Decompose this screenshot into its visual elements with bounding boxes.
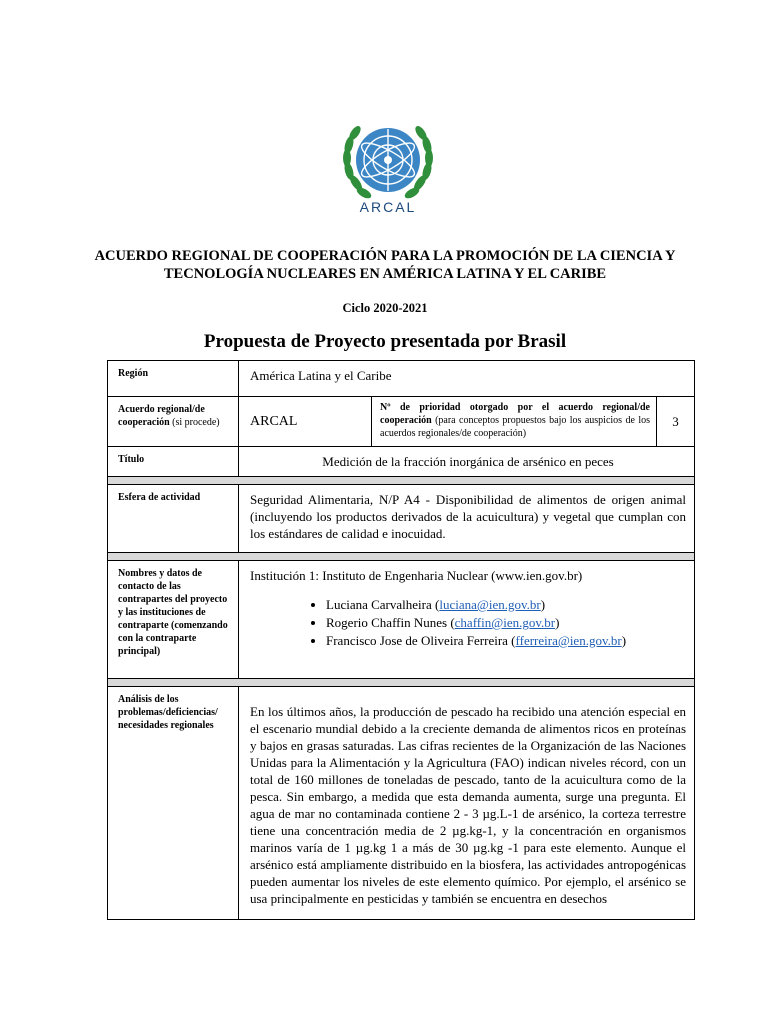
separator-band: [108, 477, 695, 485]
agreement-label: [108, 397, 239, 447]
contact-list: [250, 596, 686, 649]
row-agreement: [108, 397, 695, 447]
priority-label: [372, 397, 657, 447]
row-analysis: [108, 687, 695, 920]
agreement-title: ACUERDO REGIONAL DE COOPERACIÓN PARA LA PROMOCIÓN DE LA CIENCIA Y TECNOLOGÍA NUCLEARES EN AMÉRICA LATINA Y EL CARIBE: [94, 248, 676, 282]
agreement-label-note: (si procede): [169, 417, 220, 428]
agreement-value: ARCAL: [239, 397, 372, 447]
separator-band: [108, 679, 695, 687]
priority-label-note: (para conceptos propuestos bajo los auspicios de los acuerdos regionales/de cooperación): [380, 415, 650, 439]
title-label: Título: [108, 447, 239, 477]
row-scope: [108, 485, 695, 553]
contact-item: • Rogerio Chaffin Nunes (chaffin@ien.gov.br): [326, 614, 686, 631]
institution-line: Institución 1: Instituto de Engenharia Nuclear (www.ien.gov.br): [250, 568, 583, 583]
priority-label-bold: Nº de prioridad otorgado por el acuerdo regional/de cooperación: [380, 402, 650, 426]
contact-item: • Francisco Jose de Oliveira Ferreira (fferreira@ien.gov.br): [326, 632, 686, 649]
scope-label: Esfera de actividad: [108, 485, 239, 553]
email-link[interactable]: fferreira@ien.gov.br: [515, 633, 622, 648]
title-value: Medición de la fracción inorgánica de arsénico en peces: [239, 447, 695, 477]
scope-value: Seguridad Alimentaria, N/P A4 - Disponibilidad de alimentos de origen animal (incluyendo los productos derivados de la acuicultura) y vegetal que cumplan con los estándares de calidad e inocuidad.: [239, 485, 695, 553]
email-link[interactable]: luciana@ien.gov.br: [439, 597, 541, 612]
proposal-form-table: [107, 360, 695, 920]
row-region: [108, 361, 695, 397]
agreement-label-bold: Acuerdo regional/de cooperación: [118, 404, 205, 428]
cycle-label: Ciclo 2020-2021: [342, 301, 428, 315]
email-link[interactable]: chaffin@ien.gov.br: [454, 615, 556, 630]
analysis-text: En los últimos años, la producción de pescado ha recibido una atención especial en el escenario mundial debido a la creciente demanda de alimentos ricos en proteínas y bajos en grasas saturadas. Las cifras recientes de la Organización de las Naciones Unidas para la Alimentación y la Agricultura (FAO) indican niveles récord, con un total de 160 millones de toneladas de pescado, tanto de la acuicultura como de la pesca. Sin embargo, a medida que esta demanda aumenta, surge una pregunta. El agua de mar no contaminada contiene 2 - 3 µg.L-1 de arsénico, la corteza terrestre tiene una concentración media de 2 µg.kg-1, y la concentración en organismos marinos varía de 1 µg.kg 1 a más de 30 µg.kg -1 para este elemento. Aunque el arsénico está ampliamente distribuido en la biosfera, las actividades antropogénicas pueden aumentar los niveles de este elemento químico. Por ejemplo, el arsénico se usa principalmente en pesticidas y también se encuentra en desechos: [250, 704, 687, 906]
logo-wordmark: ARCAL: [359, 199, 417, 215]
row-contacts: [108, 561, 695, 679]
region-label: Región: [108, 361, 239, 397]
analysis-value-cell: [239, 687, 695, 920]
contacts-label: Nombres y datos de contacto de las contrapartes del proyecto y las instituciones de contraparte (comenzando con la contraparte principal): [108, 561, 239, 679]
contact-item: • Luciana Carvalheira (luciana@ien.gov.br): [326, 596, 686, 613]
row-title: [108, 447, 695, 477]
separator-band: [108, 553, 695, 561]
proposal-title: Propuesta de Proyecto presentada por Brasil: [203, 331, 567, 352]
contacts-value: [239, 561, 695, 679]
priority-value: 3: [657, 397, 695, 447]
region-value: América Latina y el Caribe: [239, 361, 695, 397]
analysis-label: Análisis de los problemas/deficiencias/ necesidades regionales: [108, 687, 239, 920]
